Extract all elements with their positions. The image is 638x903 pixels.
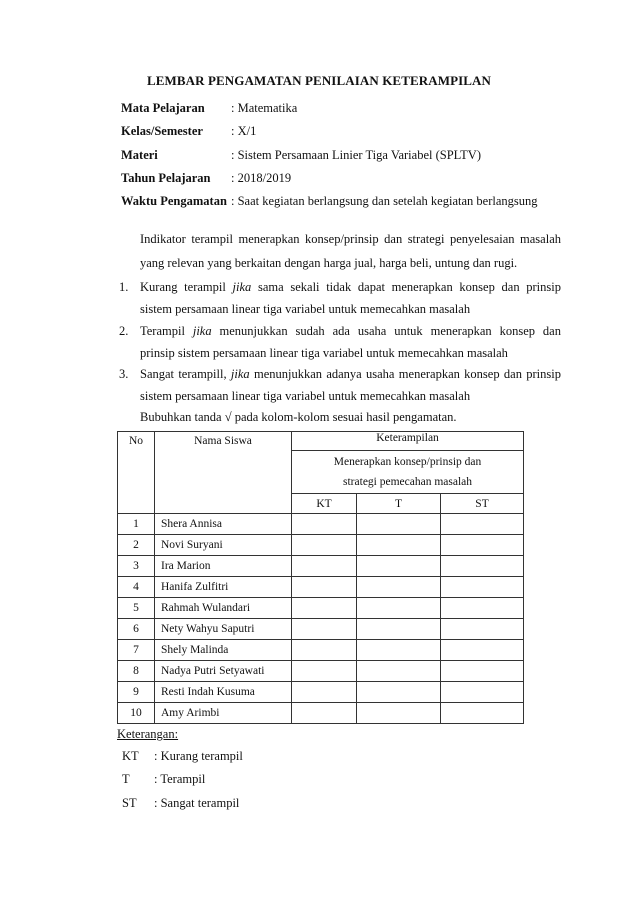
cell-st[interactable]	[441, 661, 524, 682]
table-row	[118, 535, 524, 556]
column-header-kt: KT	[292, 494, 357, 514]
meta-value: : Matematika	[231, 101, 298, 116]
criterion-text: menunjukkan adanya usaha menerapkan konsep dan prinsip	[249, 367, 561, 381]
table-row	[118, 682, 524, 703]
student-name: Rahmah Wulandari	[155, 598, 292, 619]
cell-kt[interactable]	[292, 640, 357, 661]
column-header-skill: Keterampilan	[292, 432, 524, 451]
criterion-number: 2.	[119, 324, 129, 338]
table-row	[118, 598, 524, 619]
cell-t[interactable]	[357, 661, 441, 682]
legend-code: T	[122, 772, 130, 786]
legend-desc: : Sangat terampil	[154, 796, 240, 810]
table-row	[118, 577, 524, 598]
criterion-keyword: jika	[232, 280, 252, 294]
subskill-line-2: strategi pemecahan masalah	[343, 476, 473, 488]
student-name: Amy Arimbi	[155, 703, 292, 724]
legend-desc: : Terampil	[154, 772, 206, 786]
cell-t[interactable]	[357, 535, 441, 556]
legend-desc: : Kurang terampil	[154, 749, 243, 763]
cell-st[interactable]	[441, 640, 524, 661]
meta-row-subject	[121, 97, 538, 120]
cell-kt[interactable]	[292, 577, 357, 598]
meta-row-time	[121, 190, 538, 213]
row-number: 7	[118, 640, 155, 661]
cell-st[interactable]	[441, 556, 524, 577]
criterion-3-line-2: sistem persamaan linear tiga variabel untuk memecahkan masalah	[140, 389, 471, 403]
row-number: 8	[118, 661, 155, 682]
criterion-text: Kurang terampil	[140, 280, 233, 294]
row-number: 9	[118, 682, 155, 703]
cell-kt[interactable]	[292, 703, 357, 724]
meta-label: Materi	[121, 147, 158, 162]
criterion-3-line-1	[140, 367, 561, 382]
table-row	[118, 619, 524, 640]
student-name: Shely Malinda	[155, 640, 292, 661]
column-header-subskill	[292, 451, 524, 494]
student-name: Novi Suryani	[155, 535, 292, 556]
criterion-number: 1.	[119, 280, 129, 294]
cell-t[interactable]	[357, 556, 441, 577]
criterion-keyword: jika	[230, 367, 250, 381]
student-name: Nadya Putri Setyawati	[155, 661, 292, 682]
subskill-line-1: Menerapkan konsep/prinsip dan	[333, 456, 482, 468]
legend-item	[122, 772, 205, 787]
criterion-1-line-2: sistem persamaan linear tiga variabel untuk memecahkan masalah	[140, 302, 471, 316]
cell-t[interactable]	[357, 703, 441, 724]
cell-st[interactable]	[441, 619, 524, 640]
column-header-name: Nama Siswa	[155, 432, 292, 514]
cell-kt[interactable]	[292, 535, 357, 556]
table-row	[118, 640, 524, 661]
row-number: 2	[118, 535, 155, 556]
row-number: 5	[118, 598, 155, 619]
cell-kt[interactable]	[292, 682, 357, 703]
meta-value: : Saat kegiatan berlangsung dan setelah kegiatan berlangsung	[231, 194, 538, 209]
meta-row-year	[121, 167, 538, 190]
cell-t[interactable]	[357, 577, 441, 598]
cell-st[interactable]	[441, 598, 524, 619]
student-name: Nety Wahyu Saputri	[155, 619, 292, 640]
cell-kt[interactable]	[292, 598, 357, 619]
cell-st[interactable]	[441, 682, 524, 703]
meta-label: Mata Pelajaran	[121, 101, 205, 116]
cell-kt[interactable]	[292, 514, 357, 535]
meta-label: Kelas/Semester	[121, 124, 203, 139]
identity-block	[121, 97, 538, 213]
row-number: 6	[118, 619, 155, 640]
legend-item	[122, 796, 239, 811]
cell-st[interactable]	[441, 577, 524, 598]
cell-st[interactable]	[441, 535, 524, 556]
criterion-text: Terampil	[140, 324, 193, 338]
cell-kt[interactable]	[292, 619, 357, 640]
meta-label: Waktu Pengamatan	[121, 194, 227, 209]
criterion-keyword: jika	[192, 324, 212, 338]
meta-value: : 2018/2019	[231, 171, 292, 186]
meta-row-class	[121, 120, 538, 143]
criterion-2-line-2: prinsip sistem persamaan linear tiga variabel untuk memecahkan masalah	[140, 346, 508, 360]
student-name: Resti Indah Kusuma	[155, 682, 292, 703]
cell-kt[interactable]	[292, 661, 357, 682]
row-number: 10	[118, 703, 155, 724]
meta-label: Tahun Pelajaran	[121, 171, 211, 186]
legend-item	[122, 749, 243, 764]
column-header-no: No	[118, 432, 155, 514]
cell-t[interactable]	[357, 682, 441, 703]
cell-t[interactable]	[357, 640, 441, 661]
criterion-1-line-1	[140, 280, 561, 295]
student-name: Shera Annisa	[155, 514, 292, 535]
criterion-2-line-1	[140, 324, 561, 339]
table-row	[118, 514, 524, 535]
legend-title: Keterangan:	[117, 727, 179, 741]
table-row	[118, 703, 524, 724]
row-number: 4	[118, 577, 155, 598]
column-header-st: ST	[441, 494, 524, 514]
criterion-text: menunjukkan sudah ada usaha untuk menerapkan konsep dan	[211, 324, 561, 338]
assessment-table	[117, 431, 524, 724]
document-title: LEMBAR PENGAMATAN PENILAIAN KETERAMPILAN	[146, 73, 492, 88]
student-name: Hanifa Zulfitri	[155, 577, 292, 598]
row-number: 3	[118, 556, 155, 577]
criterion-text: Sangat terampill,	[140, 367, 231, 381]
legend-code: ST	[122, 796, 137, 810]
table-row	[118, 556, 524, 577]
student-name: Ira Marion	[155, 556, 292, 577]
criterion-text: sama sekali tidak dapat menerapkan konsep dan prinsip	[251, 280, 561, 294]
legend-code: KT	[122, 749, 139, 763]
cell-kt[interactable]	[292, 556, 357, 577]
row-number: 1	[118, 514, 155, 535]
meta-value: : X/1	[231, 124, 257, 139]
cell-t[interactable]	[357, 514, 441, 535]
column-header-t: T	[357, 494, 441, 514]
instruction-text: Bubuhkan tanda √ pada kolom-kolom sesuai hasil pengamatan.	[140, 410, 457, 424]
intro-line-1: Indikator terampil menerapkan konsep/prinsip dan strategi penyelesaian masalah	[140, 232, 561, 246]
criterion-number: 3.	[119, 367, 129, 381]
intro-line-2: yang relevan yang berkaitan dengan harga jual, harga beli, untung dan rugi.	[140, 256, 518, 270]
cell-t[interactable]	[357, 619, 441, 640]
cell-st[interactable]	[441, 514, 524, 535]
cell-t[interactable]	[357, 598, 441, 619]
meta-row-topic	[121, 144, 538, 167]
table-row	[118, 661, 524, 682]
meta-value: : Sistem Persamaan Linier Tiga Variabel (SPLTV)	[231, 147, 481, 162]
cell-st[interactable]	[441, 703, 524, 724]
